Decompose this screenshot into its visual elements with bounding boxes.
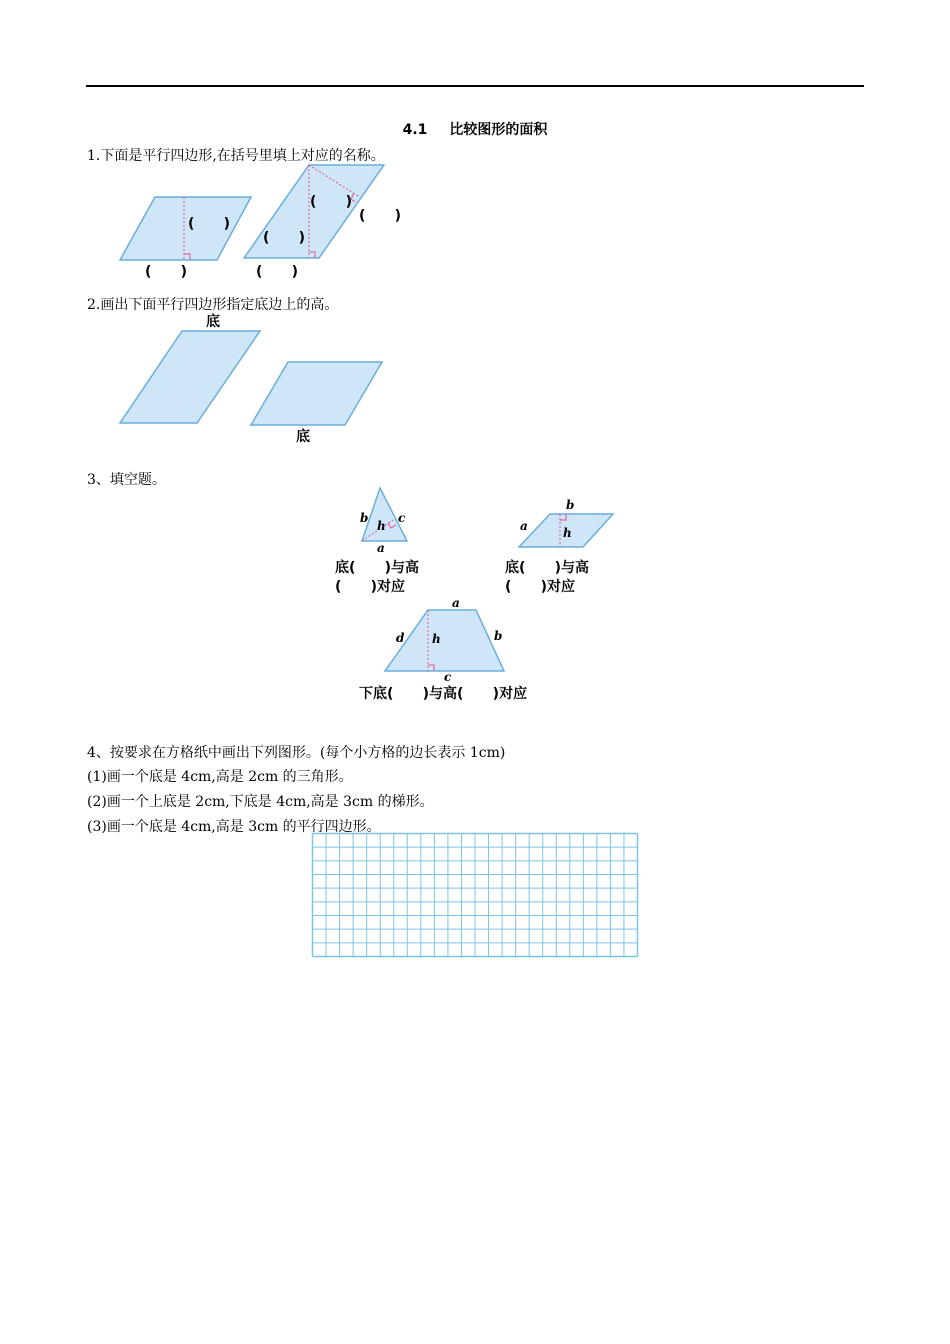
q3-parallelogram-line2: ( )对应 bbox=[505, 579, 576, 595]
q3-parallelogram-a: a bbox=[520, 519, 528, 533]
q3-parallelogram-line1: 底( )与高 bbox=[505, 560, 590, 576]
question-4-item-1: (1)画一个底是 4cm,高是 2cm 的三角形。 bbox=[87, 769, 353, 785]
q3-trapezoid-a: a bbox=[452, 596, 460, 610]
question-4-item-2: (2)画一个上底是 2cm,下底是 4cm,高是 3cm 的梯形。 bbox=[87, 794, 434, 810]
q3-trapezoid-d: d bbox=[396, 631, 405, 645]
q1-blank-base-1: ( ) bbox=[145, 264, 188, 280]
q1-blank-height-3: ( ) bbox=[359, 208, 402, 224]
section-title: 比较图形的面积 bbox=[449, 122, 548, 138]
q1-blank-side-2: ( ) bbox=[263, 230, 306, 246]
q3-triangle-h: h bbox=[377, 519, 386, 533]
question-4-item-3: (3)画一个底是 4cm,高是 3cm 的平行四边形。 bbox=[87, 819, 381, 835]
q2-base-label-2: 底 bbox=[296, 429, 310, 445]
graph-paper-grid[interactable] bbox=[312, 833, 638, 957]
question-4-text: 4、按要求在方格纸中画出下列图形。(每个小方格的边长表示 1cm) bbox=[87, 745, 506, 761]
q3-trapezoid-h: h bbox=[432, 632, 441, 646]
q2-base-label-1: 底 bbox=[206, 314, 220, 330]
q3-trapezoid-b: b bbox=[494, 629, 503, 643]
question-3-text: 3、填空题。 bbox=[87, 472, 166, 488]
section-number: 4.1 bbox=[402, 122, 428, 138]
q3-triangle-a: a bbox=[377, 541, 385, 555]
q3-trapezoid-line1: 下底( )与高( )对应 bbox=[359, 686, 528, 702]
q3-triangle-c: c bbox=[398, 511, 406, 525]
q3-parallelogram-h: h bbox=[563, 526, 572, 540]
q3-trapezoid-c: c bbox=[444, 670, 452, 684]
q3-triangle-b: b bbox=[360, 511, 369, 525]
question-2-text: 2.画出下面平行四边形指定底边上的高。 bbox=[87, 297, 339, 313]
q3-triangle-line1: 底( )与高 bbox=[335, 560, 420, 576]
question-1-text: 1.下面是平行四边形,在括号里填上对应的名称。 bbox=[87, 148, 385, 164]
q1-blank-base-2: ( ) bbox=[256, 264, 299, 280]
q3-parallelogram-b: b bbox=[566, 498, 575, 512]
q1-blank-height-1: ( ) bbox=[188, 216, 231, 232]
q1-blank-height-2: ( ) bbox=[310, 194, 353, 210]
q3-triangle-line2: ( )对应 bbox=[335, 579, 406, 595]
